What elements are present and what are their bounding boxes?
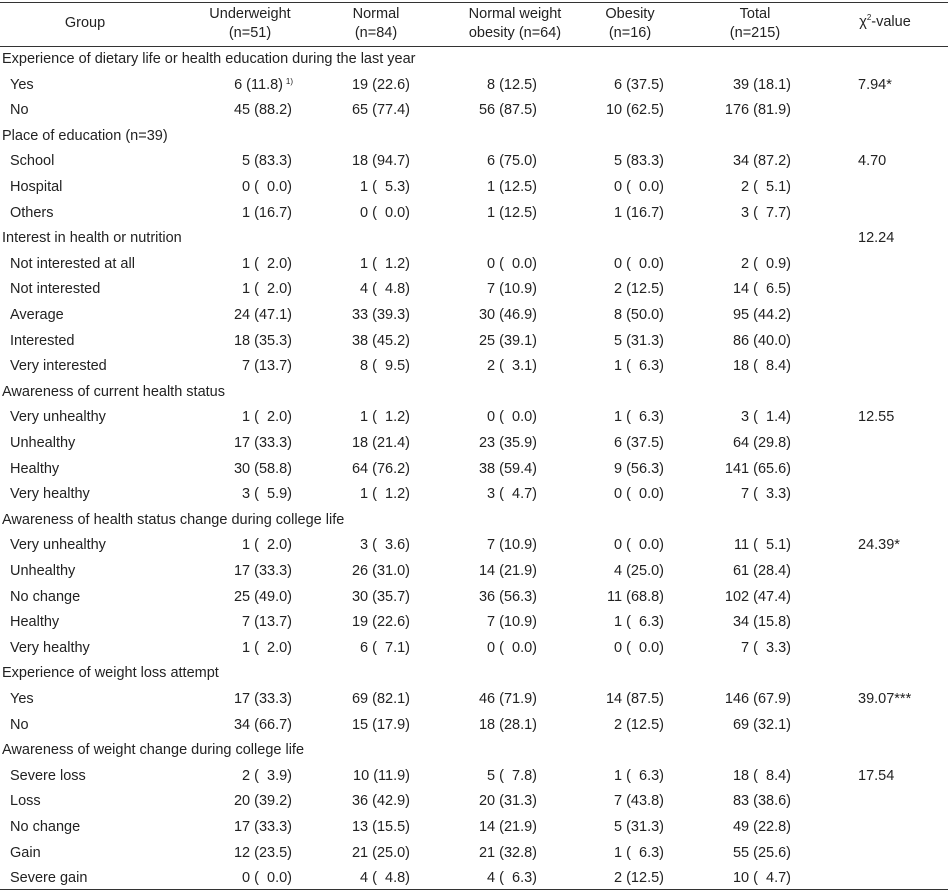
cell: 3 ( 1.4) [741,409,791,426]
cell: 18 ( 8.4) [732,767,791,784]
cell: 4 ( 4.8) [360,281,410,298]
chi-value: 17.54 [858,767,895,784]
header-normal: Normal (n=84) [352,6,400,41]
cell: 18 (94.7) [351,153,410,170]
cell: 0 ( 0.0) [614,179,664,195]
cell: 5 ( 7.8) [487,767,537,784]
row-label: Hospital [10,179,63,195]
table-row [0,815,948,840]
header-underweight: Underweight (n=51) [209,6,291,41]
chi-value: 4.70 [858,153,887,170]
cell: 2 (12.5) [614,281,664,298]
cell: 36 (42.9) [351,793,410,810]
cell: 2 (12.5) [614,870,664,887]
cell: 8 (50.0) [614,307,664,323]
cell: 146 (67.9) [724,691,791,707]
cell: 56 (87.5) [478,102,537,119]
cell: 3 ( 3.6) [360,537,410,554]
row-label: Severe loss [10,767,86,784]
cell: 0 ( 0.0) [614,486,664,503]
row-label: No [10,102,29,119]
cell: 0 ( 0.0) [614,639,664,656]
cell: 102 (47.4) [724,588,791,605]
table-row [0,764,948,789]
cell: 1 ( 2.0) [242,639,292,656]
section-row [0,661,948,686]
cell: 6 ( 7.1) [360,639,410,656]
row-label: Unhealthy [10,563,76,579]
row-label: Yes [10,691,34,707]
cell: 14 (87.5) [605,691,664,707]
row-label: Very healthy [10,486,90,503]
row-label: Yes [10,76,34,93]
header-total: Total (n=215) [729,6,781,41]
chi-value: 7.94* [858,76,892,93]
cell: 21 (32.8) [478,844,537,861]
cell: 24 (47.1) [233,307,292,323]
cell: 30 (58.8) [233,460,292,477]
cell: 0 ( 0.0) [360,204,410,221]
row-label: Very unhealthy [10,537,106,554]
table-row [0,533,948,558]
cell: 65 (77.4) [351,102,410,119]
cell: 1 ( 2.0) [242,409,292,426]
cell: 0 ( 0.0) [487,639,537,656]
cell: 14 (21.9) [478,563,537,579]
cell: 3 ( 7.7) [741,204,791,221]
table-row [0,277,948,302]
row-label: No [10,716,29,733]
table-row [0,329,948,354]
cell: 1 ( 6.3) [614,614,664,631]
cell: 1 ( 1.2) [360,486,410,503]
cell: 18 (35.3) [233,332,292,349]
cell: 1 ( 2.0) [242,537,292,554]
section-label: Place of education (n=39) [2,127,168,144]
cell: 19 (22.6) [351,76,410,93]
row-label: Others [10,204,54,221]
section-row [0,508,948,533]
cell: 36 (56.3) [478,588,537,605]
cell: 5 (83.3) [242,153,292,170]
cell: 17 (33.3) [233,563,292,579]
cell: 2 ( 5.1) [741,179,791,195]
chi-value: 39.07*** [858,691,912,707]
cell: 34 (15.8) [732,614,791,631]
chi-value: 24.39* [858,537,900,554]
table-row [0,405,948,430]
cell: 176 (81.9) [724,102,791,119]
table-row [0,585,948,610]
table-row [0,789,948,814]
header-normal-weight-obesity: Normal weight obesity (n=64) [468,6,562,41]
cell: 7 (43.8) [614,793,664,810]
cell: 69 (32.1) [732,716,791,733]
section-row [0,738,948,763]
cell: 3 ( 4.7) [487,486,537,503]
cell: 1 ( 1.2) [360,255,410,272]
cell: 7 (13.7) [242,614,292,631]
table-row [0,610,948,635]
cell: 1 ( 6.3) [614,767,664,784]
section-label: Interest in health or nutrition [2,230,182,247]
table-row [0,98,948,123]
table-row [0,457,948,482]
cell: 12 (23.5) [233,844,292,861]
cell: 2 ( 3.1) [487,358,537,375]
cell: 7 (10.9) [487,281,537,298]
row-label: Severe gain [10,870,88,887]
cell: 14 ( 6.5) [732,281,791,298]
header-chi-value: $\chi^2$-value [859,13,911,30]
cell: 45 (88.2) [233,102,292,119]
cell: 61 (28.4) [732,563,791,579]
section-label: Experience of weight loss attempt [2,665,219,682]
cell: 2 ( 0.9) [741,255,791,272]
cell: 86 (40.0) [732,332,791,349]
cell: 6 (37.5) [614,435,664,451]
table-row [0,303,948,328]
cell: 13 (15.5) [351,819,410,835]
row-label: Gain [10,844,41,861]
row-label: No change [10,819,81,835]
cell: 38 (59.4) [478,460,537,477]
cell: 10 (11.9) [353,767,410,784]
section-row [0,380,948,405]
cell: 1 ( 5.3) [360,179,410,195]
cell: 3 ( 5.9) [242,486,292,503]
cell: 15 (17.9) [351,716,410,733]
cell: 30 (35.7) [351,588,410,605]
cell: 46 (71.9) [478,691,537,707]
cell: 7 ( 3.3) [741,486,791,503]
cell: 39 (18.1) [732,76,791,93]
cell: 69 (82.1) [351,691,410,707]
cell: 26 (31.0) [351,563,410,579]
table-row [0,636,948,661]
cell: 1 ( 1.2) [360,409,410,426]
cell: 1 (12.5) [487,204,537,221]
cell: 18 (21.4) [351,435,410,451]
top-rule [0,2,948,3]
section-row [0,226,948,251]
chi-value: 12.24 [858,230,895,247]
cell: 25 (39.1) [478,332,537,349]
table-row [0,713,948,738]
row-label: Very healthy [10,639,90,656]
cell: 2 (12.5) [614,716,664,733]
row-label: Loss [10,793,41,810]
cell: 141 (65.6) [724,460,791,477]
cell: 1 ( 2.0) [242,281,292,298]
cell: 10 (62.5) [605,102,664,119]
cell: 6 (75.0) [487,153,537,170]
cell: 4 ( 4.8) [360,870,410,887]
cell: 17 (33.3) [233,819,292,835]
cell: 21 (25.0) [351,844,410,861]
row-label: Not interested [10,281,101,298]
cell: 38 (45.2) [351,332,410,349]
cell: 11 (68.8) [607,588,664,605]
cell: 0 ( 0.0) [487,409,537,426]
cell: 1 (12.5) [487,179,537,195]
table-row [0,73,948,98]
row-label: Very interested [10,358,107,375]
cell: 17 (33.3) [233,435,292,451]
cell: 0 ( 0.0) [242,179,292,195]
cell: 7 ( 3.3) [741,639,791,656]
cell: 49 (22.8) [732,819,791,835]
cell: 11 ( 5.1) [734,537,791,554]
cell: 0 ( 0.0) [242,870,292,887]
section-label: Awareness of weight change during college life [2,742,305,759]
bottom-rule [0,889,948,890]
table-row [0,149,948,174]
cell: 5 (31.3) [614,332,664,349]
cell: 10 ( 4.7) [732,870,791,887]
cell: 1 ( 6.3) [614,409,664,426]
row-label: Unhealthy [10,435,76,451]
row-label: Very unhealthy [10,409,106,426]
section-label: Experience of dietary life or health education during the last year [2,51,416,67]
row-label: No change [10,588,81,605]
footnote-marker: 1) [285,76,293,86]
cell: 18 ( 8.4) [732,358,791,375]
cell: 18 (28.1) [478,716,537,733]
cell: 7 (10.9) [487,537,537,554]
cell: 17 (33.3) [233,691,292,707]
cell: 64 (29.8) [732,435,791,451]
section-row [0,124,948,149]
cell: 5 (31.3) [614,819,664,835]
cell: 95 (44.2) [732,307,791,323]
cell: 0 ( 0.0) [487,255,537,272]
cell: 8 (12.5) [487,76,537,93]
header-group: Group [64,15,106,31]
section-label: Awareness of current health status [2,383,225,400]
cell: 0 ( 0.0) [614,255,664,272]
cell: 2 ( 3.9) [242,767,292,784]
cell: 64 (76.2) [351,460,410,477]
row-label: Healthy [10,614,60,631]
cell: 5 (83.3) [614,153,664,170]
cell: 34 (66.7) [233,716,292,733]
cell: 7 (10.9) [487,614,537,631]
cell: 1 ( 2.0) [242,255,292,272]
header-obesity: Obesity (n=16) [605,6,655,41]
table-row [0,482,948,507]
section-row [0,47,948,72]
cell: 33 (39.3) [351,307,410,323]
cell: 1 (16.7) [614,204,664,221]
table-row [0,201,948,226]
cell: 7 (13.7) [242,358,292,375]
cell: 8 ( 9.5) [360,358,410,375]
table-row [0,354,948,379]
row-label: Average [10,307,64,323]
table-row [0,687,948,712]
cell: 20 (31.3) [478,793,537,810]
cell: 1 ( 6.3) [614,844,664,861]
table-row [0,175,948,200]
cell: 14 (21.9) [478,819,537,835]
cell: 6 (37.5) [614,76,664,93]
table-row [0,841,948,866]
cell: 1 (16.7) [242,204,292,221]
row-label: Healthy [10,460,60,477]
cell: 1 ( 6.3) [614,358,664,375]
cell: 23 (35.9) [478,435,537,451]
cell: 4 ( 6.3) [487,870,537,887]
cell: 55 (25.6) [732,844,791,861]
chi-value: 12.55 [858,409,895,426]
cell: 19 (22.6) [351,614,410,631]
cell: 83 (38.6) [732,793,791,810]
cell: 20 (39.2) [233,793,292,810]
cell: 0 ( 0.0) [614,537,664,554]
row-label: Not interested at all [10,255,135,272]
table-row [0,252,948,277]
cell: 30 (46.9) [478,307,537,323]
table-row [0,431,948,456]
table-row [0,559,948,584]
row-label: School [10,153,55,170]
table-row [0,866,948,891]
section-label: Awareness of health status change during college life [2,511,345,528]
cell: 4 (25.0) [614,563,664,579]
cell: 6 (11.8) [234,76,283,93]
row-label: Interested [10,332,75,349]
cell: 34 (87.2) [732,153,791,170]
cell: 9 (56.3) [614,460,664,477]
cell: 25 (49.0) [233,588,292,605]
